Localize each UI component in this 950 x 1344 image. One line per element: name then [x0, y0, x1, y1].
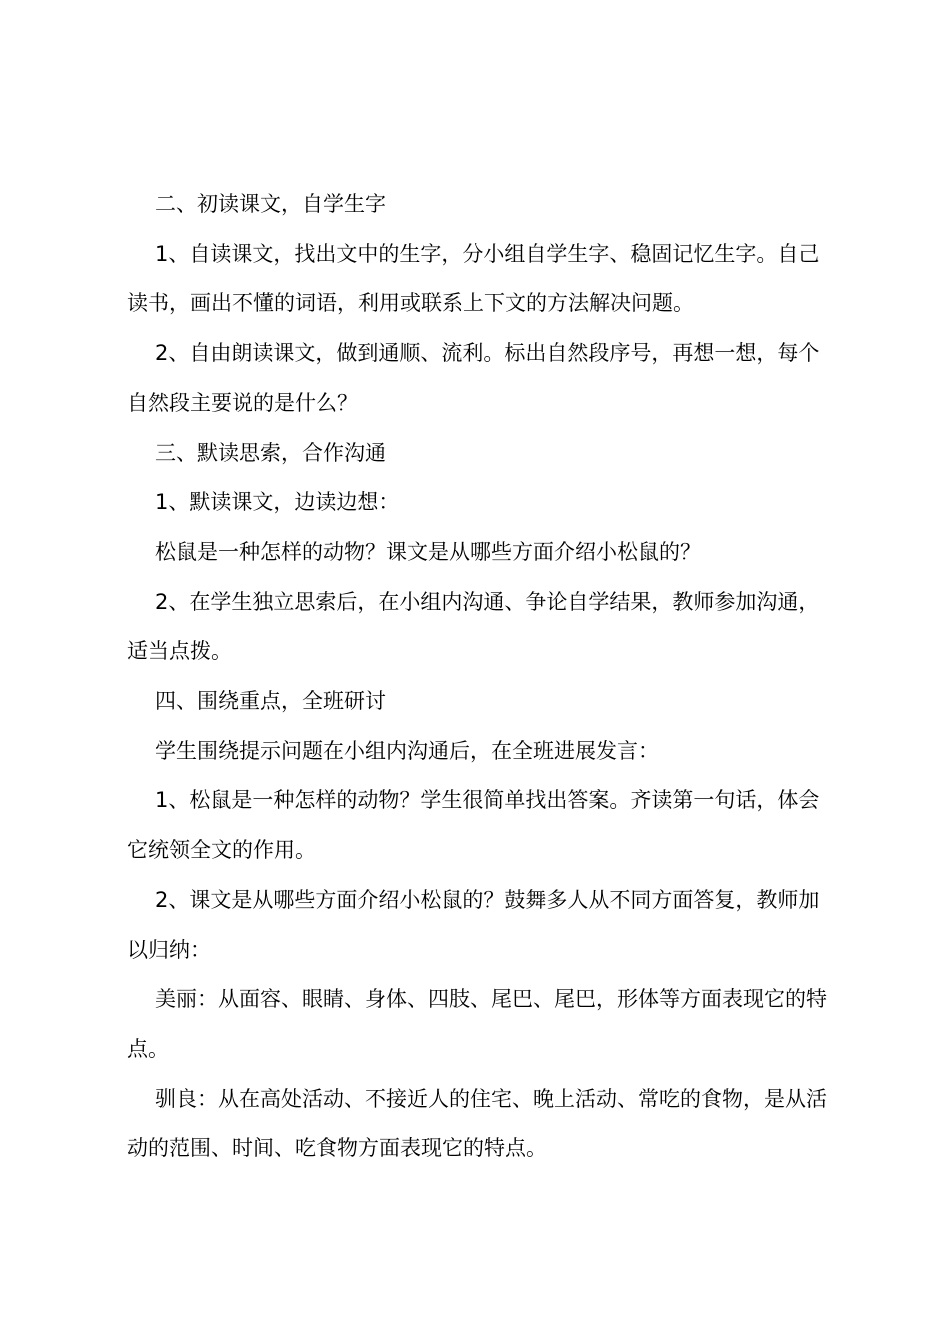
paragraph-answer-2: 2、课文是从哪些方面介绍小松鼠的？鼓舞多人从不同方面答复，教师加以归纳：: [127, 887, 820, 962]
section-heading-2: 二、初读课文，自学生字: [155, 192, 386, 216]
paragraph-free-read: 2、自由朗读课文，做到通顺、流利。标出自然段序号，再想一想，每个自然段主要说的是什么？: [127, 341, 820, 415]
section-heading-3: 三、默读思索，合作沟通: [155, 440, 386, 465]
paragraph-answer-1: 1、松鼠是一种怎样的动物？学生很简单找出答案。齐读第一句话，体会它统领全文的作用。: [127, 788, 820, 863]
paragraph-beautiful: 美丽：从面容、眼睛、身体、四肢、尾巴、尾巴，形体等方面表现它的特点。: [127, 987, 827, 1061]
paragraph-group-discussion: 2、在学生独立思索后，在小组内沟通、争论自学结果，教师参加沟通，适当点拨。: [127, 589, 820, 664]
paragraph-question: 松鼠是一种怎样的动物？课文是从哪些方面介绍小松鼠的？: [155, 539, 701, 564]
paragraph-class-speech: 学生围绕提示问题在小组内沟通后，在全班进展发言：: [155, 738, 659, 763]
document-body: [127, 180, 833, 1174]
section-heading-4: 四、围绕重点，全班研讨: [155, 689, 386, 714]
paragraph-gentle: 驯良：从在高处活动、不接近人的住宅、晚上活动、常吃的食物，是从活动的范围、时间、吃食物方面表现它的特点。: [127, 1086, 827, 1161]
paragraph-silent-read: 1、默读课文，边读边想：: [155, 490, 400, 515]
paragraph-self-read: 1、自读课文，找出文中的生字，分小组自学生字、稳固记忆生字。自己读书，画出不懂的词语，利用或联系上下文的方法解决问题。: [127, 241, 820, 316]
